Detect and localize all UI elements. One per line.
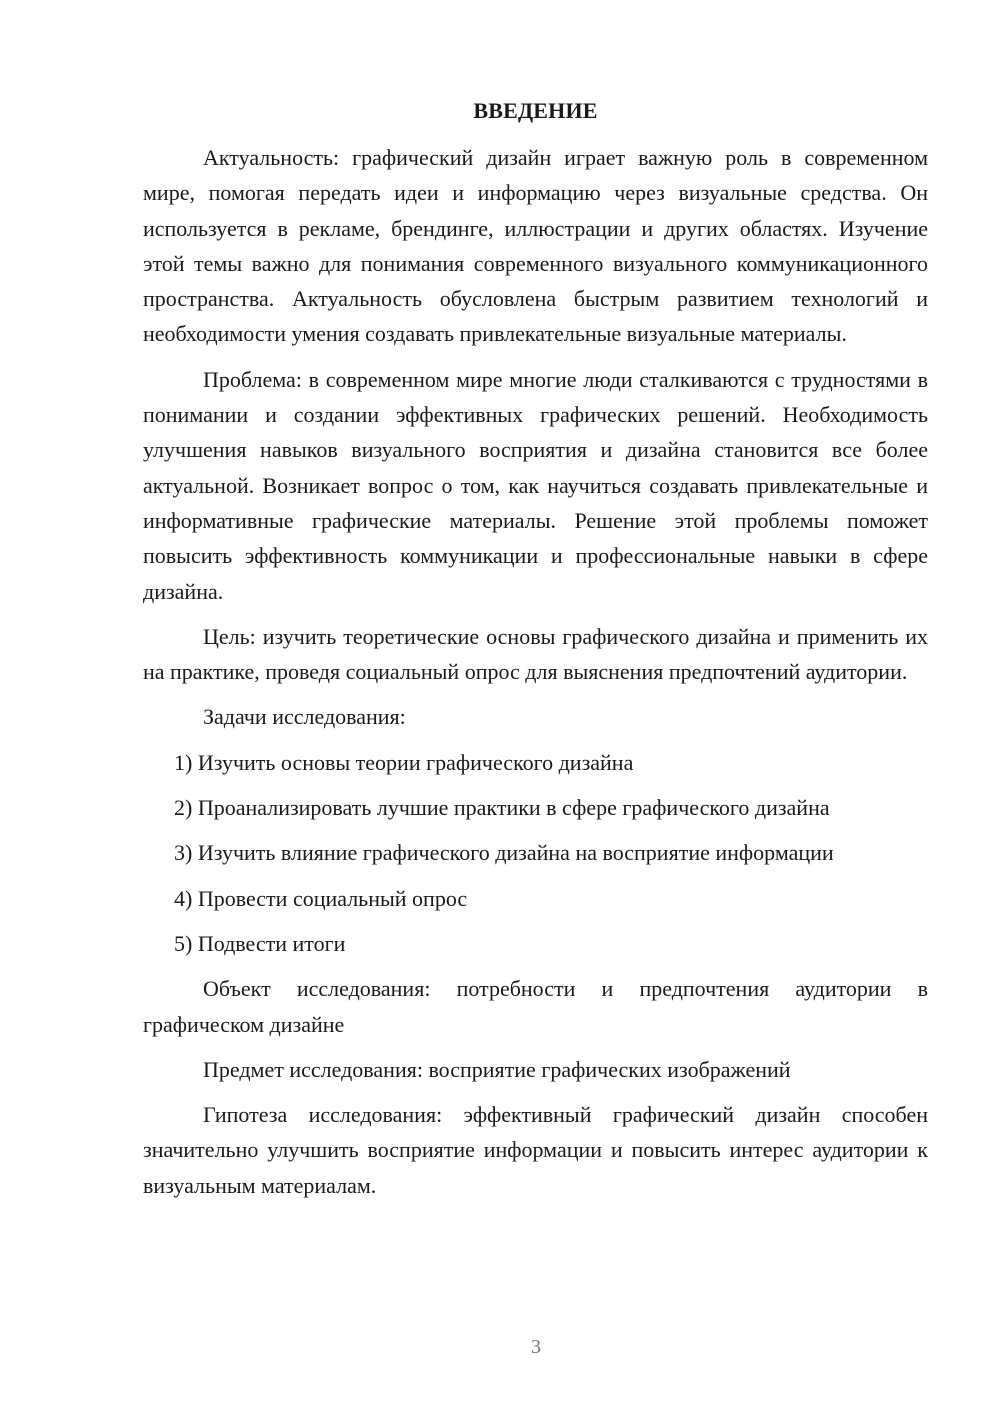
task-item: 3) Изучить влияние графического дизайна на восприятие информации xyxy=(174,840,834,866)
tasks-heading: Задачи исследования: xyxy=(203,704,406,730)
problem-paragraph: Проблема: в современном мире многие люди сталкиваются с трудностями в понимании и создании эффективных графических решений. Необходимость улучшения навыков визуального восприятия и дизайна становится все более актуальной. Возникает вопрос о том, как научиться создавать привлекательные и информативные графические материалы. Решение этой проблемы поможет повысить эффективность коммуникации и профессиональные навыки в сфере дизайна. xyxy=(143,366,928,604)
task-item: 1) Изучить основы теории графического дизайна xyxy=(174,749,634,775)
hypothesis-paragraph: Гипотеза исследования: эффективный графический дизайн способен значительно улучшить восприятие информации и повысить интерес аудитории к визуальным материалам. xyxy=(143,1102,928,1198)
goal-paragraph: Цель: изучить теоретические основы графического дизайна и применить их на практике, проведя социальный опрос для выяснения предпочтений аудитории. xyxy=(143,623,928,685)
task-item: 4) Провести социальный опрос xyxy=(174,885,468,911)
relevance-paragraph: Актуальность: графический дизайн играет важную роль в современном мире, помогая передать идеи и информацию через визуальные средства. Он используется в рекламе, брендинге, иллюстрации и других областях. Изучение этой темы важно для понимания современного визуального коммуникационного пространства. Актуальность обусловлена быстрым развитием технологий и необходимости умения создавать привлекательные визуальные материалы. xyxy=(143,145,928,347)
page-title: ВВЕДЕНИЕ xyxy=(473,98,598,123)
task-item: 2) Проанализировать лучшие практики в сфере графического дизайна xyxy=(174,795,830,821)
page-number: 3 xyxy=(531,1336,541,1358)
task-item: 5) Подвести итоги xyxy=(174,930,346,956)
object-paragraph: Объект исследования: потребности и предпочтения аудитории в графическом дизайне xyxy=(143,976,928,1037)
document-page xyxy=(143,96,928,1213)
subject-paragraph: Предмет исследования: восприятие графических изображений xyxy=(203,1056,791,1082)
